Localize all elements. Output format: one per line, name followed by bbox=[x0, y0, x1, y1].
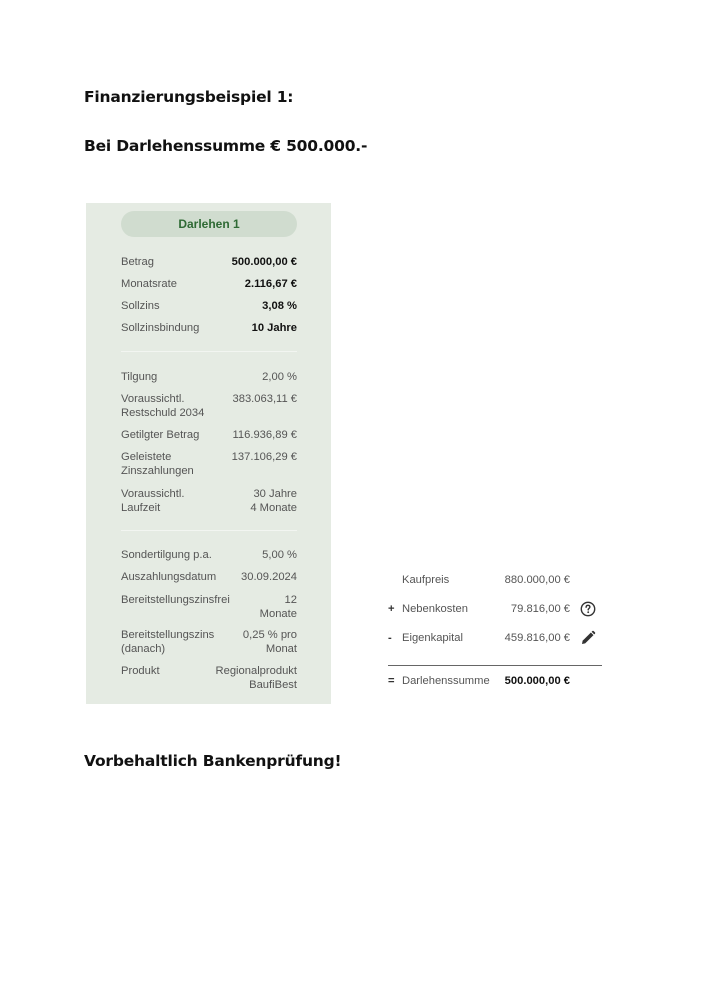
loan-row-tilgung bbox=[121, 370, 297, 384]
row-label: Geleistete Zinszahlungen bbox=[121, 451, 194, 477]
calc-divider bbox=[388, 665, 602, 666]
loan-row-sollzins bbox=[121, 299, 297, 313]
disclaimer-heading: Vorbehaltlich Bankenprüfung! bbox=[84, 752, 342, 770]
calc-row-kaufpreis bbox=[388, 574, 610, 590]
loan-row-produkt bbox=[121, 664, 297, 692]
row-value: 3,08 % bbox=[262, 300, 297, 312]
loan-card bbox=[86, 203, 331, 704]
row-label: Bereitstellungszinsfrei bbox=[121, 594, 230, 606]
calc-sign: = bbox=[388, 675, 395, 687]
loan-row-laufzeit bbox=[121, 487, 297, 515]
calc-value: 459.816,00 € bbox=[504, 632, 570, 644]
calc-value: 500.000,00 € bbox=[504, 675, 570, 687]
calc-label: Eigenkapital bbox=[402, 632, 463, 644]
calc-sign: - bbox=[388, 632, 392, 644]
row-value: 12 Monate bbox=[259, 594, 297, 620]
row-value: 2,00 % bbox=[262, 371, 297, 383]
row-value: 30 Jahre 4 Monate bbox=[250, 488, 297, 514]
row-value: 5,00 % bbox=[262, 549, 297, 561]
row-label: Auszahlungsdatum bbox=[121, 571, 217, 583]
row-label: Betrag bbox=[121, 256, 154, 268]
calc-label: Kaufpreis bbox=[402, 574, 450, 586]
loan-row-bereitstellungszinsfrei bbox=[121, 593, 297, 621]
row-value: 30.09.2024 bbox=[241, 571, 297, 583]
row-value: 2.116,67 € bbox=[244, 278, 297, 290]
row-label: Monatsrate bbox=[121, 278, 177, 290]
row-label: Sollzinsbindung bbox=[121, 322, 200, 334]
loan-amount-heading: Bei Darlehenssumme € 500.000.- bbox=[84, 137, 368, 155]
card-divider bbox=[121, 351, 297, 352]
loan-row-bereitstellungszins bbox=[121, 628, 297, 656]
row-label: Sondertilgung p.a. bbox=[121, 549, 212, 561]
row-label: Produkt bbox=[121, 665, 160, 677]
calc-value: 880.000,00 € bbox=[504, 574, 570, 586]
row-value: 383.063,11 € bbox=[232, 393, 297, 405]
loan-row-monatsrate bbox=[121, 277, 297, 291]
row-label: Voraussichtl. Laufzeit bbox=[121, 488, 185, 514]
row-value: 500.000,00 € bbox=[231, 256, 297, 268]
row-label: Voraussichtl. Restschuld 2034 bbox=[121, 393, 205, 419]
row-label: Getilgter Betrag bbox=[121, 429, 200, 441]
calc-row-nebenkosten bbox=[388, 603, 610, 619]
calc-label: Nebenkosten bbox=[402, 603, 468, 615]
loan-row-betrag bbox=[121, 255, 297, 269]
loan-row-getilgt bbox=[121, 428, 297, 442]
help-circle-icon[interactable] bbox=[580, 601, 596, 617]
row-value: 116.936,89 € bbox=[232, 429, 297, 441]
row-value: 137.106,29 € bbox=[231, 451, 297, 463]
loan-row-sollzinsbindung bbox=[121, 321, 297, 335]
row-value: 0,25 % pro Monat bbox=[242, 629, 297, 655]
calc-row-eigenkapital bbox=[388, 632, 610, 648]
calc-label: Darlehenssumme bbox=[402, 675, 490, 687]
row-label: Sollzins bbox=[121, 300, 160, 312]
calc-sign: + bbox=[388, 603, 395, 615]
pencil-icon[interactable] bbox=[580, 630, 596, 646]
loan-title-pill: Darlehen 1 bbox=[121, 211, 297, 237]
loan-row-restschuld bbox=[121, 392, 297, 420]
calc-value: 79.816,00 € bbox=[510, 603, 570, 615]
example-heading: Finanzierungsbeispiel 1: bbox=[84, 88, 294, 106]
row-label: Bereitstellungszins (danach) bbox=[121, 629, 215, 655]
loan-row-sondertilgung bbox=[121, 548, 297, 562]
calc-row-darlehenssumme bbox=[388, 675, 610, 691]
row-value: Regionalprodukt BaufiBest bbox=[215, 665, 297, 691]
loan-row-zinszahlungen bbox=[121, 450, 297, 478]
row-value: 10 Jahre bbox=[251, 322, 297, 334]
card-divider bbox=[121, 530, 297, 531]
row-label: Tilgung bbox=[121, 371, 158, 383]
loan-row-auszahlungsdatum bbox=[121, 570, 297, 584]
